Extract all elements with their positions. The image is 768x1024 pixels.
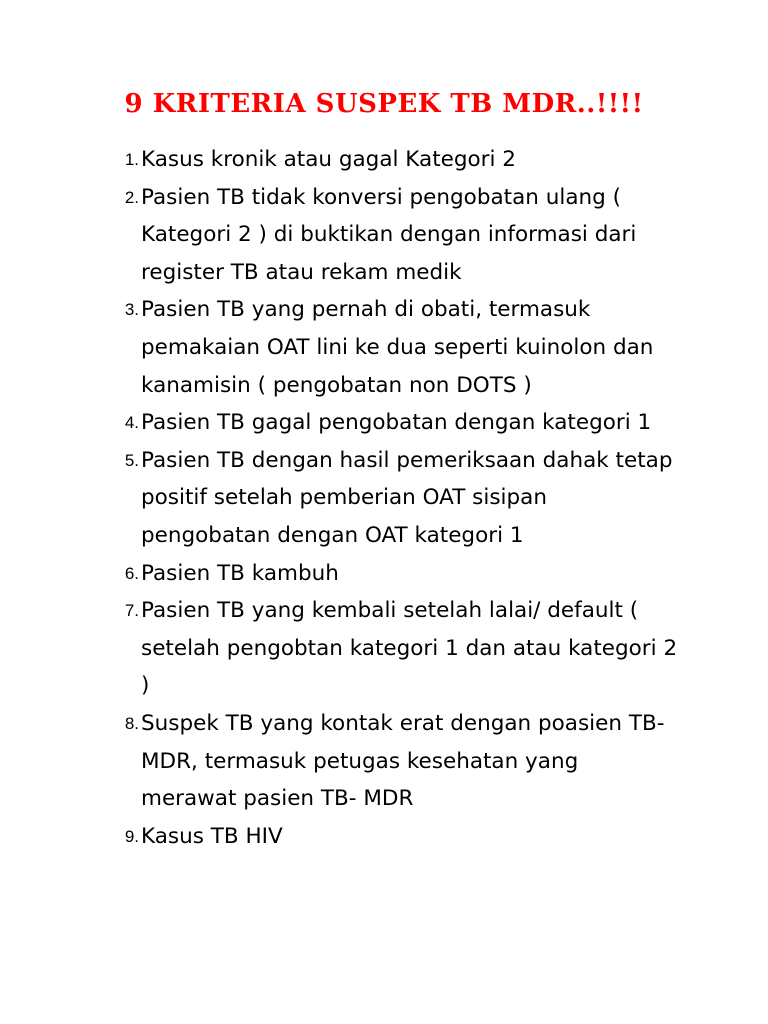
list-item (100, 179, 680, 292)
list-item (100, 592, 680, 705)
list-item-number: 7. (124, 601, 139, 621)
list-item-number: 4. (124, 413, 139, 433)
list-item (100, 404, 680, 442)
list-item-text: Suspek TB yang kontak erat dengan poasien TB- MDR, termasuk petugas kesehatan yang merawat pasien TB- MDR (141, 710, 665, 812)
list-item-number: 5. (124, 450, 139, 470)
list-item-text: Pasien TB tidak konversi pengobatan ulang ( Kategori 2 ) di buktikan dengan informasi dari register TB atau rekam medik (141, 184, 637, 285)
list-item (100, 818, 680, 856)
list-item (100, 141, 680, 179)
list-item-text: Pasien TB gagal pengobatan dengan kategori 1 (141, 410, 652, 436)
list-item-text: Pasien TB yang kembali setelah lalai/ default ( setelah pengobtan kategori 1 dan atau kategori 2 ) (141, 598, 678, 699)
criteria-list (100, 141, 680, 855)
list-item-text: Kasus kronik atau gagal Kategori 2 (141, 147, 516, 172)
list-item-text: Pasien TB dengan hasil pemeriksaan dahak tetap positif setelah pemberian OAT sisipan pengobatan dengan OAT kategori 1 (141, 447, 673, 548)
list-item-text: Pasien TB yang pernah di obati, termasuk pemakaian OAT lini ke dua seperti kuinolon dan kanamisin ( pengobatan non DOTS ) (141, 297, 654, 398)
list-item-number: 6. (124, 563, 139, 583)
list-item-number: 2. (124, 187, 139, 207)
list-item (100, 291, 680, 404)
list-item-number: 1. (124, 150, 139, 169)
list-item (100, 555, 680, 593)
list-item-number: 9. (124, 826, 139, 846)
list-item-number: 3. (124, 300, 139, 320)
list-item-text: Kasus TB HIV (141, 823, 283, 849)
list-item (100, 442, 680, 555)
list-item-text: Pasien TB kambuh (141, 560, 339, 586)
document-title: 9 KRITERIA SUSPEK TB MDR..!!!! (124, 89, 644, 119)
list-item-number: 8. (124, 713, 139, 733)
list-item (100, 705, 680, 818)
